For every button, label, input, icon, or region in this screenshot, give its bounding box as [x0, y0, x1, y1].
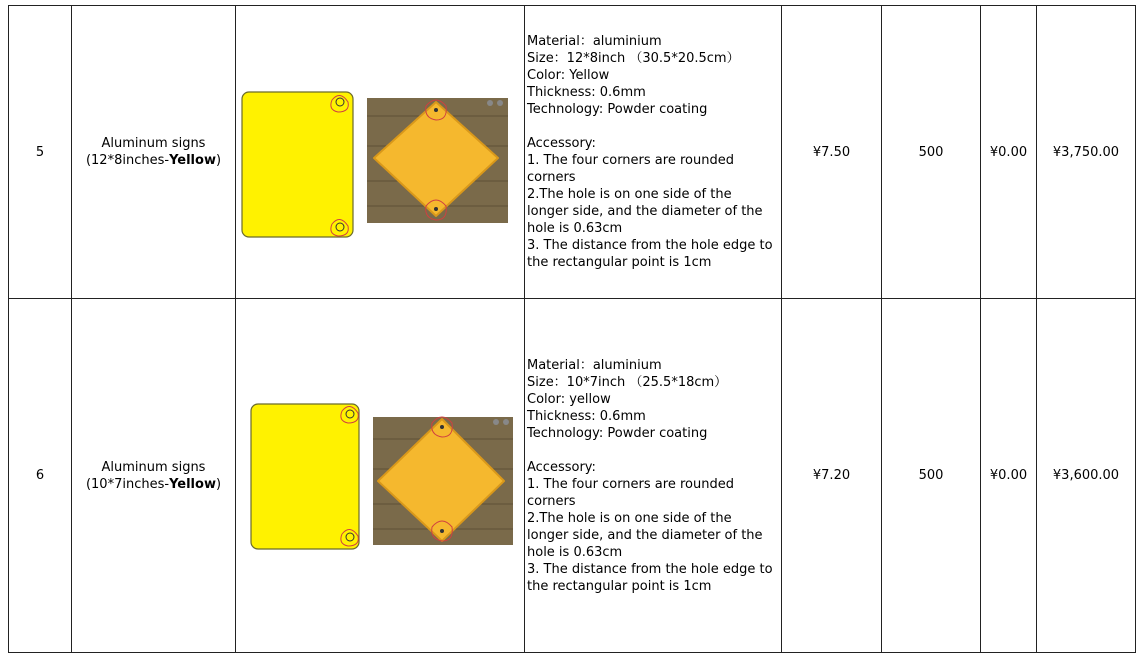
unit-price: ¥7.20: [782, 299, 882, 653]
spec-line: Size：12*8inch （30.5*20.5cm）: [527, 51, 740, 66]
product-name-suffix: ): [215, 476, 222, 492]
spec-line: Material：aluminium: [527, 357, 662, 373]
accessory-line: 3. The distance from the hole edge to: [527, 561, 773, 577]
product-description: [525, 299, 782, 653]
total-price: ¥3,600.00: [1037, 299, 1136, 653]
product-image-pair: [236, 6, 524, 298]
accessory-line: the rectangular point is 1cm: [527, 255, 712, 270]
spec-line: Color: yellow: [527, 391, 611, 407]
accessory-line: 3. The distance from the hole edge to: [527, 238, 773, 253]
accessory-line: 1. The four corners are rounded: [527, 476, 734, 492]
quotation-table: [8, 5, 1136, 653]
product-name: [72, 6, 236, 299]
item-number: 6: [9, 299, 72, 653]
accessory-line: 2.The hole is on one side of the: [527, 510, 732, 526]
accessory-line: corners: [527, 170, 576, 185]
product-name-suffix: ): [215, 153, 222, 168]
flat-sign-image: [242, 92, 353, 237]
flat-sign-image: [251, 404, 359, 549]
diamond-sign-image: [373, 417, 513, 545]
item-number: 5: [9, 6, 72, 299]
extra-cost: ¥0.00: [981, 6, 1037, 299]
accessory-line: hole is 0.63cm: [527, 221, 623, 236]
product-images: [236, 6, 525, 299]
accessory-line: the rectangular point is 1cm: [527, 578, 712, 594]
quantity: 500: [882, 299, 981, 653]
accessory-line: longer side, and the diameter of the: [527, 527, 763, 543]
table-row: [9, 299, 1136, 653]
spec-line: Thickness: 0.6mm: [527, 85, 646, 100]
product-name-color: Yellow: [169, 153, 216, 168]
diamond-sign-image: [367, 98, 508, 223]
product-name-prefix: (10*7inches-: [85, 476, 170, 492]
quantity: 500: [882, 6, 981, 299]
product-name-line1: Aluminum signs: [101, 459, 206, 475]
spec-line: Technology: Powder coating: [527, 425, 708, 441]
product-name: [72, 299, 236, 653]
spec-line: Size：10*7inch （25.5*18cm）: [527, 374, 728, 390]
product-name-color: Yellow: [169, 476, 216, 492]
total-price: ¥3,750.00: [1037, 6, 1136, 299]
accessory-line: 1. The four corners are rounded: [527, 153, 734, 168]
product-description: [525, 6, 782, 299]
accessory-title: Accessory:: [527, 136, 596, 151]
accessory-line: hole is 0.63cm: [527, 544, 623, 560]
spec-line: Thickness: 0.6mm: [527, 408, 646, 424]
product-images: [236, 299, 525, 653]
accessory-line: longer side, and the diameter of the: [527, 204, 763, 219]
spec-line: Technology: Powder coating: [527, 102, 708, 117]
product-name-line1: Aluminum signs: [101, 136, 206, 151]
spec-line: Color: Yellow: [527, 68, 610, 83]
extra-cost: ¥0.00: [981, 299, 1037, 653]
accessory-title: Accessory:: [527, 459, 596, 475]
table-row: [9, 6, 1136, 299]
accessory-line: corners: [527, 493, 576, 509]
accessory-line: 2.The hole is on one side of the: [527, 187, 732, 202]
spec-line: Material：aluminium: [527, 34, 662, 49]
product-image-pair: [236, 299, 524, 652]
unit-price: ¥7.50: [782, 6, 882, 299]
product-name-prefix: (12*8inches-: [85, 153, 170, 168]
